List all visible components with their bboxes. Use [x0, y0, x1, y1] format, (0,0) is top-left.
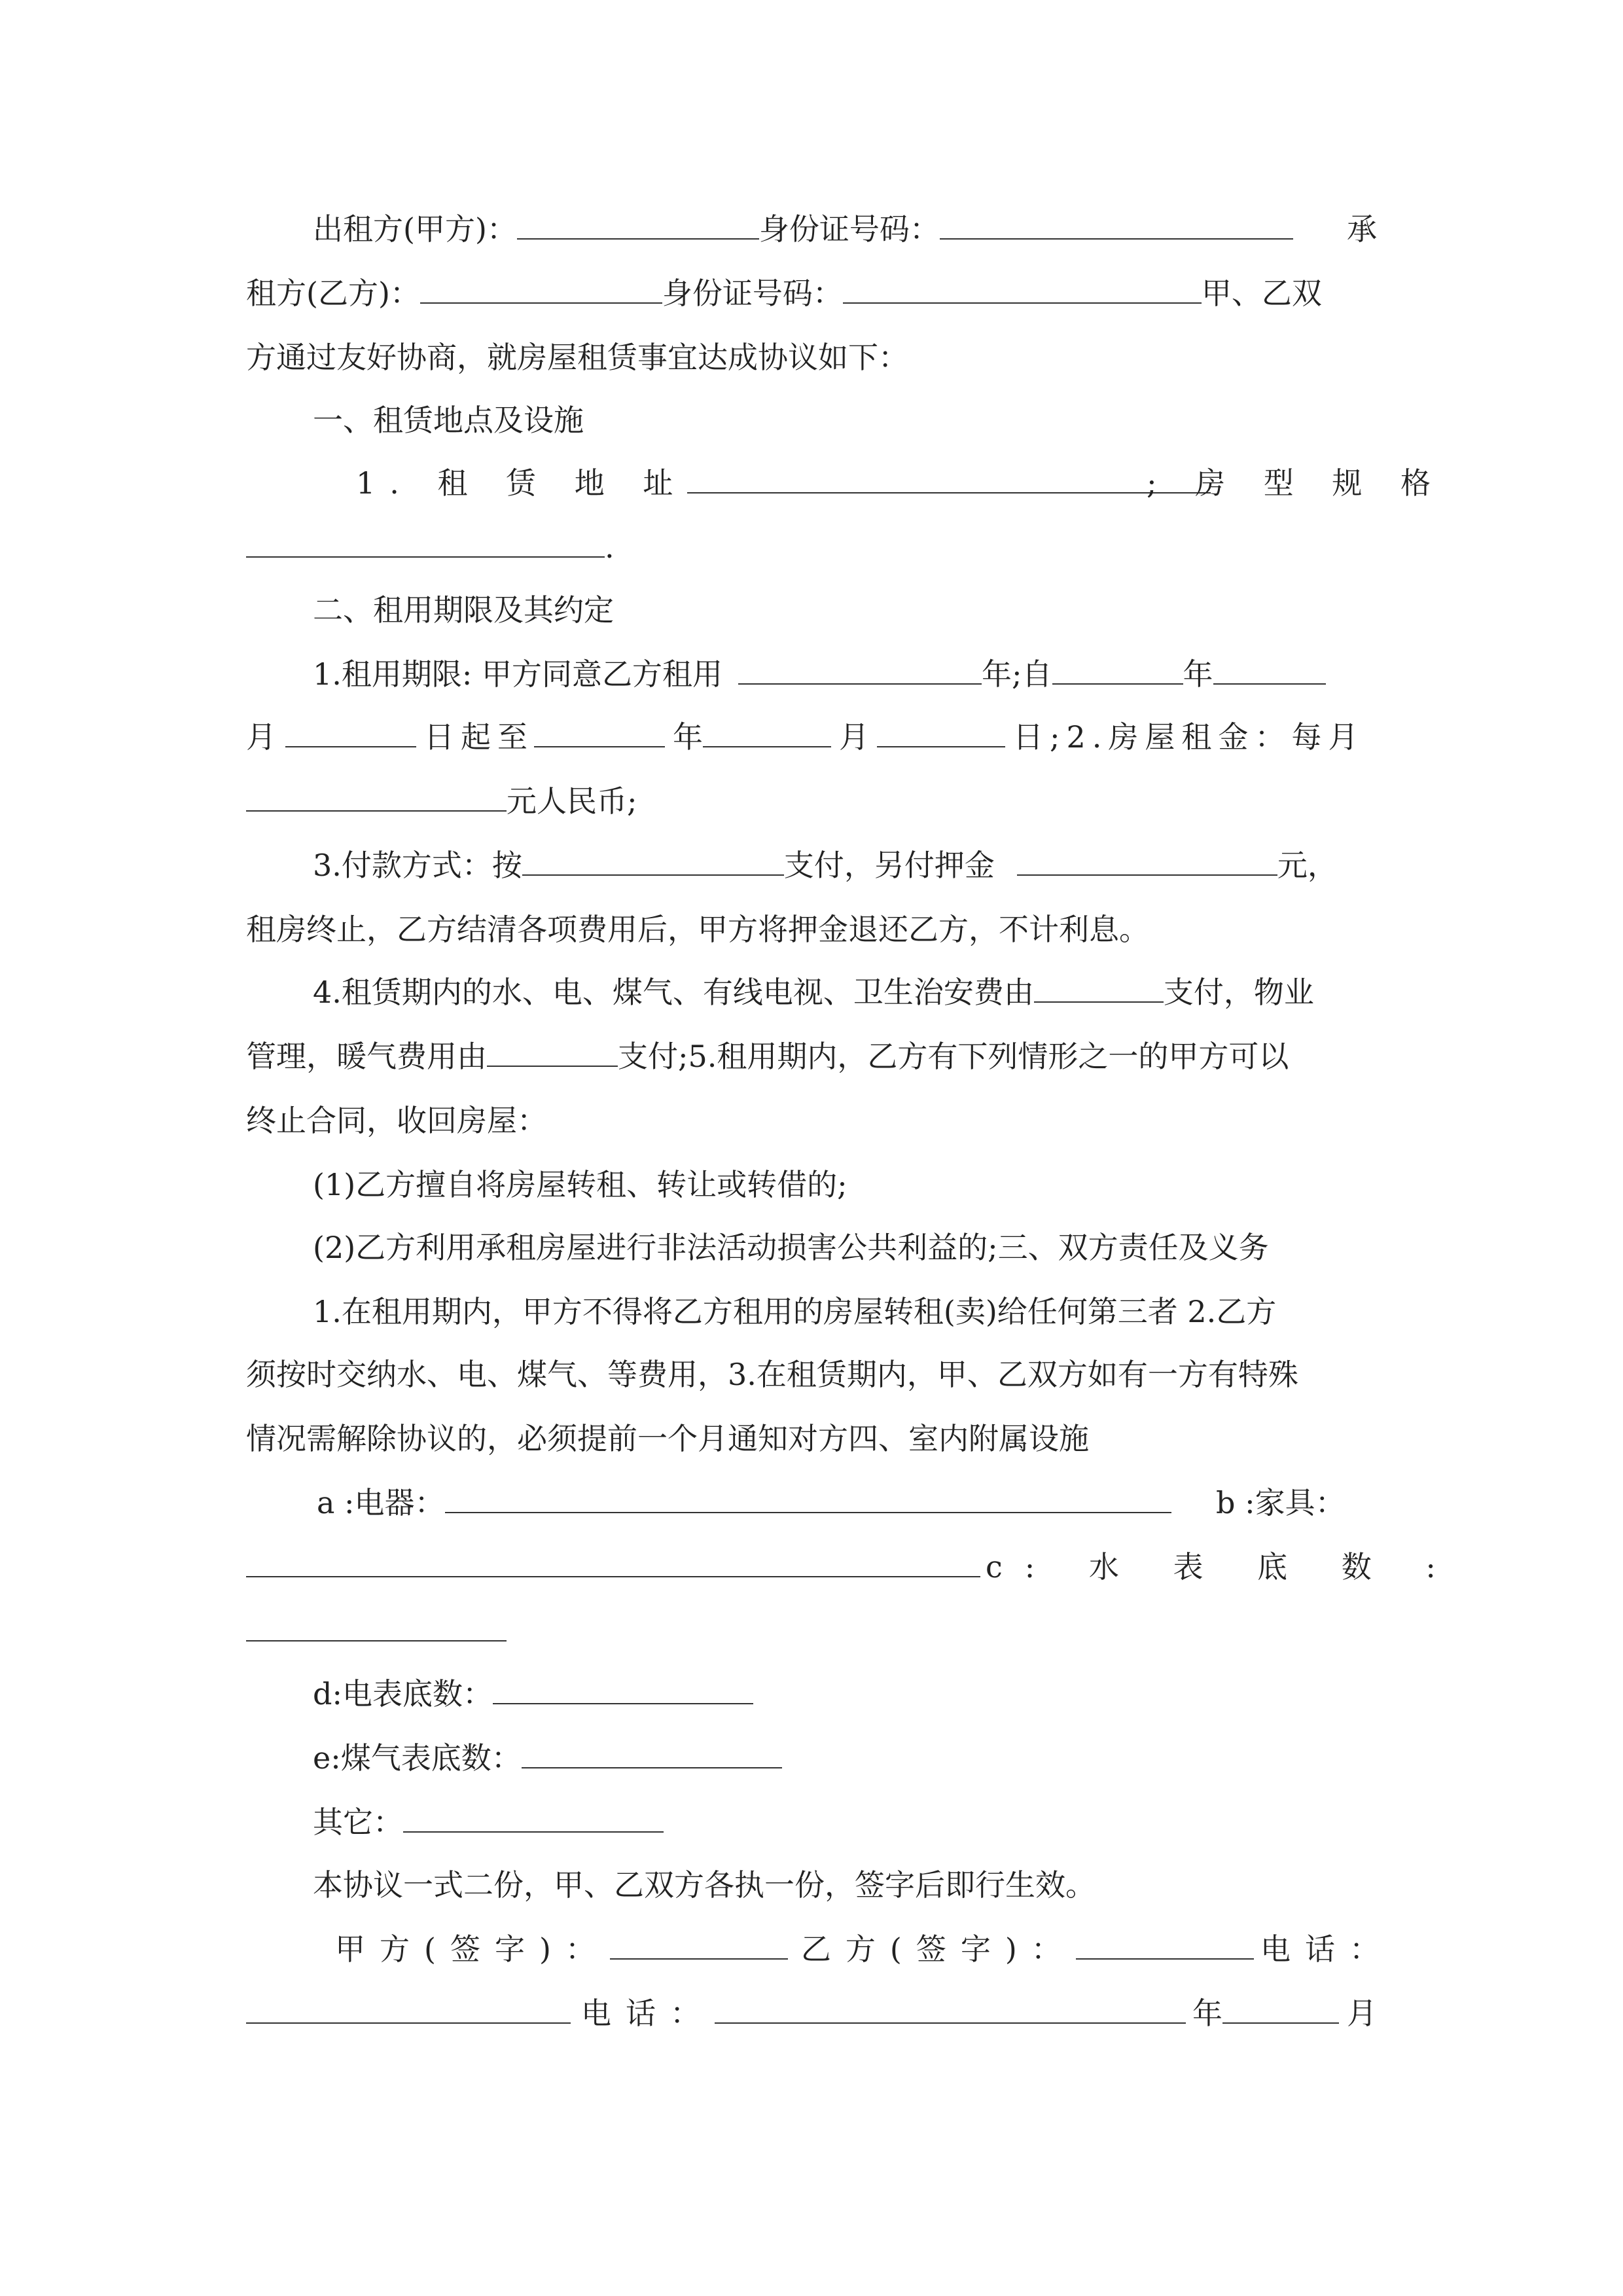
room-type-blank[interactable] [246, 528, 605, 558]
year-text: 年 [673, 719, 703, 755]
lessor-name-blank[interactable] [517, 209, 759, 240]
line-rent-amount [246, 781, 637, 821]
lessee-phone-label: 电话： [581, 1996, 715, 2031]
rent-label: 日;2.房屋租金：每月 [1013, 719, 1365, 755]
duties-text: 须按时交纳水、电、煤气、等费用，3.在租赁期内，甲、乙双方如有一方有特殊 [246, 1357, 1298, 1392]
furniture-label: b :家具： [1216, 1485, 1346, 1520]
month-text: 月 [1347, 1996, 1377, 2031]
line-lease-dates [246, 717, 1364, 757]
year-text: 年 [1183, 656, 1213, 692]
room-type-label: ; 房 型 规 格 [1147, 465, 1445, 501]
line-end-text: 承 [1347, 211, 1377, 247]
line-lessor [313, 209, 1293, 249]
sign-year-blank[interactable] [1222, 1994, 1339, 2024]
lessee-phone-blank[interactable] [715, 1994, 1186, 2024]
clause-text: (2)乙方利用承租房屋进行非法活动损害公共利益的;三、双方责任及义务 [313, 1230, 1269, 1265]
section-heading-text: 一、租赁地点及设施 [313, 403, 584, 438]
rent-unit-text: 元人民币; [507, 783, 637, 819]
clause-text: (1)乙方擅自将房屋转租、转让或转借的; [313, 1167, 847, 1202]
other-blank[interactable] [403, 1803, 664, 1833]
deposit-label: 支付，另付押金 [783, 848, 995, 883]
end-year-blank[interactable] [534, 717, 665, 747]
start-day-blank[interactable] [285, 717, 416, 747]
day-until-text: 日起至 [424, 719, 534, 755]
electric-meter-label: d:电表底数： [313, 1676, 493, 1712]
deposit-refund-line [246, 910, 1149, 949]
line-utilities [313, 973, 1314, 1012]
clause-2 [313, 1228, 1269, 1267]
utilities-label: 4.租赁期内的水、电、煤气、有线电视、卫生治安费由 [313, 975, 1034, 1010]
effect-line [313, 1865, 1096, 1905]
line-room-type [1147, 463, 1445, 503]
line-lease-term [313, 655, 1326, 694]
lessee-id-blank[interactable] [843, 274, 1202, 304]
line-appliances [317, 1483, 1171, 1522]
lessor-signature-blank[interactable] [610, 1929, 788, 1960]
start-year-blank[interactable] [1052, 655, 1183, 685]
appliances-label: a :电器： [317, 1485, 445, 1520]
line-signatures [335, 1929, 1254, 1969]
duties-text: 情况需解除协议的，必须提前一个月通知对方四、室内附属设施 [246, 1421, 1089, 1456]
duties-text: 1.在租用期内，甲方不得将乙方租用的房屋转租(卖)给任何第三者 2.乙方 [313, 1294, 1277, 1329]
line-address [356, 463, 1211, 503]
line-other [313, 1803, 664, 1842]
lessor-signature-label: 甲方(签字)： [335, 1931, 610, 1967]
address-blank[interactable] [687, 463, 1211, 493]
line-lessee [246, 274, 1322, 313]
line-electric-meter [313, 1674, 753, 1713]
payment-method-blank[interactable] [522, 846, 784, 876]
gas-meter-label: e:煤气表底数： [313, 1740, 522, 1776]
line-end-text: 甲、乙双 [1201, 276, 1322, 311]
water-meter-label: c: 水 表 底 数 : [986, 1549, 1458, 1585]
lessor-id-blank[interactable] [940, 209, 1293, 240]
duties-line-2 [246, 1355, 1298, 1394]
other-label: 其它： [313, 1804, 403, 1840]
year-text: 年 [1192, 1996, 1222, 2031]
lessor-phone-blank[interactable] [246, 1994, 571, 2024]
duties-line-3 [246, 1419, 1089, 1458]
lessor-phone-label-wrap [1260, 1929, 1394, 1969]
intro-text: 方通过友好协商，就房屋租赁事宜达成协议如下： [246, 340, 908, 375]
deposit-refund-text: 租房终止，乙方结清各项费用后，甲方将押金退还乙方，不计利息。 [246, 912, 1149, 947]
line-payment [313, 846, 1338, 885]
year-from-text: 年;自 [982, 656, 1052, 692]
electric-meter-blank[interactable] [493, 1674, 753, 1704]
termination-intro-text: 支付;5.租用期内，乙方有下列情形之一的甲方可以 [618, 1039, 1289, 1074]
line-gas-meter [313, 1738, 782, 1778]
heating-label: 管理，暖气费用由 [246, 1039, 487, 1074]
lease-years-blank[interactable] [738, 655, 982, 685]
effect-text: 本协议一式二份，甲、乙双方各执一份，签字后即行生效。 [313, 1867, 1096, 1903]
lessee-name-blank[interactable] [420, 274, 662, 304]
furniture-blank[interactable] [246, 1547, 980, 1577]
lessee-id-label: 身份证号码： [662, 276, 843, 311]
address-label: 1. 租 赁 地 址 [356, 465, 688, 501]
gas-meter-blank[interactable] [522, 1738, 782, 1768]
lessor-id-label: 身份证号码： [758, 211, 940, 247]
section-heading-text: 二、租用期限及其约定 [313, 592, 614, 628]
end-month-blank[interactable] [703, 717, 831, 747]
line-phone-date [246, 1994, 1377, 2033]
payment-label: 3.付款方式：按 [313, 848, 522, 883]
water-meter-label-wrap [986, 1547, 1458, 1587]
month-text: 月 [246, 719, 276, 755]
line-room-type-blank [246, 528, 615, 567]
utilities-pay-text: 支付，物业 [1163, 975, 1314, 1010]
line-heating [246, 1037, 1289, 1076]
termination-line [246, 1101, 547, 1140]
deposit-blank[interactable] [1017, 846, 1277, 876]
appliances-blank[interactable] [445, 1483, 1171, 1513]
lessee-signature-blank[interactable] [1076, 1929, 1254, 1960]
line-lessor-end [1347, 209, 1377, 249]
start-month-blank[interactable] [1213, 655, 1326, 685]
water-meter-blank[interactable] [246, 1611, 507, 1641]
section-2-heading [313, 590, 614, 630]
clause-1 [313, 1165, 847, 1204]
lessor-label: 出租方(甲方)： [313, 211, 517, 247]
lessor-phone-label: 电话： [1260, 1931, 1394, 1967]
termination-text: 终止合同，收回房屋： [246, 1103, 547, 1138]
line-furniture [1216, 1483, 1346, 1522]
heating-payer-blank[interactable] [487, 1037, 618, 1067]
lease-term-label: 1.租用期限: 甲方同意乙方租用 [313, 656, 723, 692]
lessee-label: 租方(乙方)： [246, 276, 420, 311]
intro-line [246, 338, 908, 377]
line-water-meter-blank [246, 1611, 507, 1651]
end-day-blank[interactable] [877, 717, 1005, 747]
rent-amount-blank[interactable] [246, 781, 507, 812]
period-text: . [605, 529, 615, 565]
line-water-meter [246, 1547, 980, 1587]
lessee-signature-label: 乙方(签字)： [800, 1931, 1076, 1967]
duties-line-1 [313, 1292, 1276, 1331]
section-1-heading [313, 401, 584, 440]
month-text: 月 [839, 719, 869, 755]
utilities-payer-blank[interactable] [1034, 973, 1164, 1003]
currency-text: 元， [1277, 848, 1338, 883]
